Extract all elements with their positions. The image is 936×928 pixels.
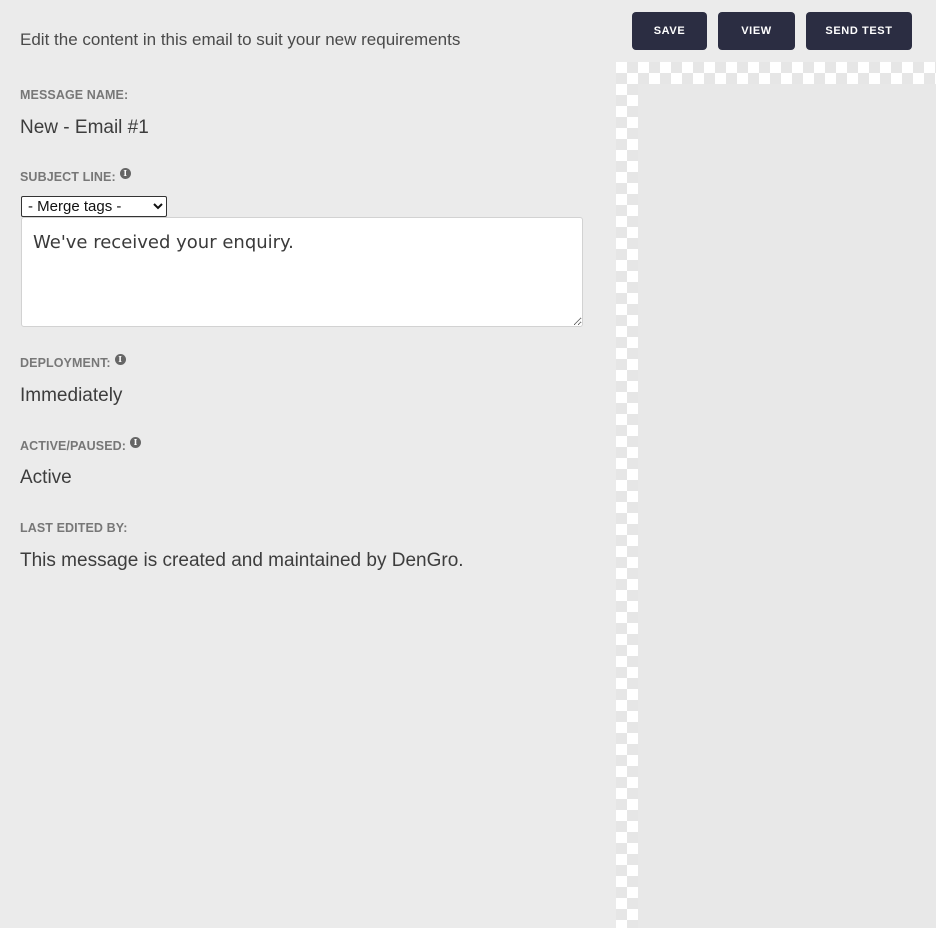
- subject-line-input[interactable]: [21, 217, 583, 327]
- last-edited-by-label: [20, 521, 128, 535]
- last-edited-by-label-text: LAST EDITED BY:: [20, 521, 128, 535]
- info-icon[interactable]: I: [115, 354, 126, 365]
- merge-tags-select[interactable]: [21, 196, 167, 217]
- subject-line-label-text: SUBJECT LINE:: [20, 170, 116, 184]
- message-name-label-text: MESSAGE NAME:: [20, 88, 129, 102]
- subject-line-label: [20, 170, 131, 184]
- active-paused-label: [20, 439, 141, 453]
- email-preview-panel: [638, 84, 936, 928]
- deployment-label-text: DEPLOYMENT:: [20, 356, 111, 370]
- deployment-label: [20, 356, 126, 370]
- message-name-label: [20, 88, 128, 102]
- deployment-value: Immediately: [20, 385, 123, 406]
- view-button[interactable]: VIEW: [718, 12, 795, 50]
- info-icon[interactable]: I: [120, 168, 131, 179]
- intro-text: Edit the content in this email to suit your new requirements: [20, 30, 461, 49]
- message-name-value: New - Email #1: [20, 117, 149, 138]
- info-icon[interactable]: I: [130, 437, 141, 448]
- active-paused-label-text: ACTIVE/PAUSED:: [20, 439, 127, 453]
- last-edited-by-value: This message is created and maintained by DenGro.: [20, 550, 464, 571]
- save-button[interactable]: SAVE: [632, 12, 707, 50]
- active-paused-value: Active: [20, 467, 72, 488]
- send-test-button[interactable]: SEND TEST: [806, 12, 912, 50]
